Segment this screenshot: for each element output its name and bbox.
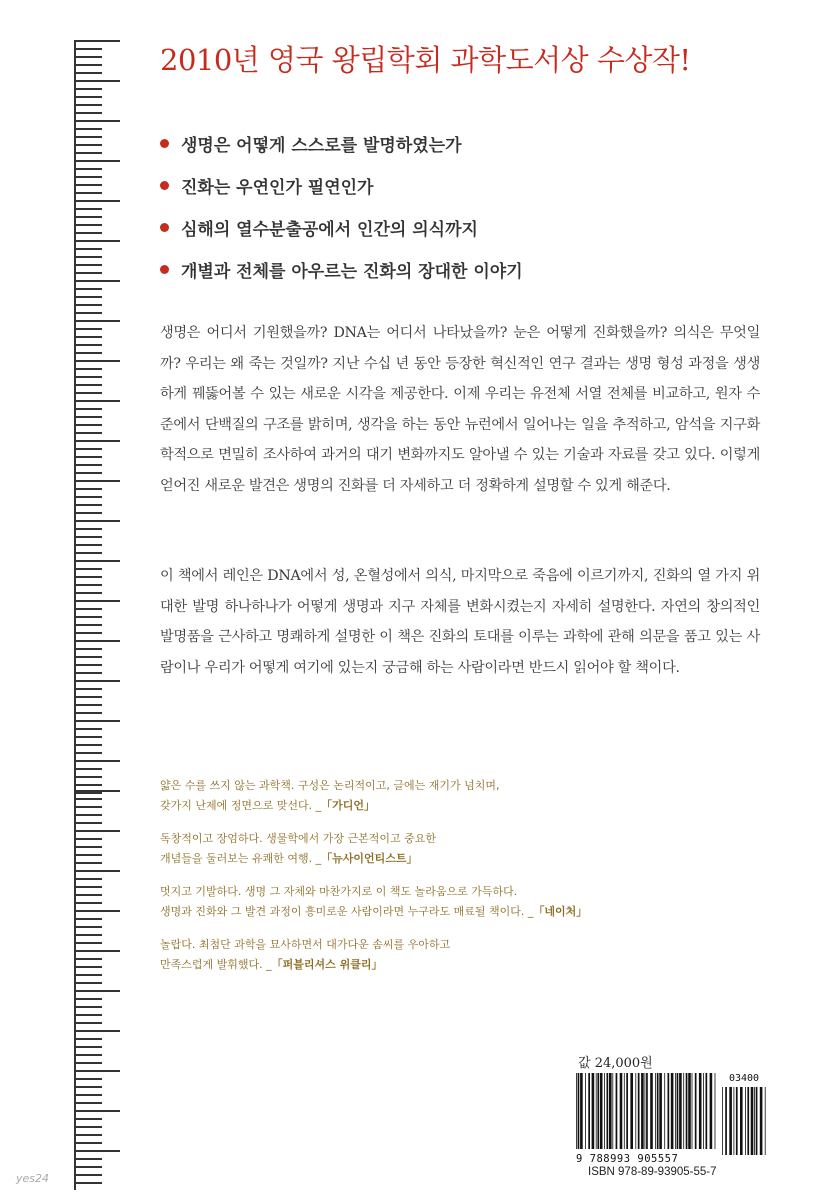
barcode-bar [616,1073,618,1149]
price-label: 값 24,000원 [578,1056,653,1071]
ruler-decoration-top [74,40,122,800]
ean-number: 9 788993 905557 [576,1153,679,1165]
ruler-tick [74,416,102,418]
ruler-tick [74,680,120,682]
review-source: 「퍼블리셔스 위클리」 [271,958,383,971]
ruler-tick [74,1070,120,1072]
ruler-tick [74,144,102,146]
ruler-tick [74,1022,102,1024]
ruler-tick [74,424,102,426]
ruler-tick [74,862,102,864]
ruler-tick [74,72,102,74]
bullet-item: 생명은 어떻게 스스로를 발명하였는가 [160,122,800,164]
barcode-bar [675,1073,676,1149]
ruler-tick [74,352,102,354]
ruler-tick [74,942,102,944]
ruler-tick [74,392,102,394]
ruler-tick [74,830,120,832]
barcode-bar [734,1087,735,1155]
ruler-tick [74,576,102,578]
ruler-tick [74,88,102,90]
ruler-tick [74,608,102,610]
ruler-tick [74,712,102,714]
barcode-bar [695,1073,697,1149]
review-source: 「네이처」 [533,905,588,918]
ruler-tick [74,1126,102,1128]
barcode-bar [679,1073,682,1149]
ruler-tick [74,96,102,98]
ruler-tick [74,592,102,594]
barcode-bar [760,1087,763,1155]
barcode-bar [692,1073,693,1149]
barcode-bar [638,1073,640,1149]
barcode-bar [668,1073,670,1149]
ruler-tick [74,854,102,856]
ruler-tick [74,1046,102,1048]
ruler-tick [74,656,102,658]
bullet-dot-icon [160,223,169,232]
ruler-tick [74,784,102,786]
barcode-bar [650,1073,653,1149]
barcode-bar [585,1073,586,1149]
ruler-tick [74,822,102,824]
barcode-bar [747,1087,749,1155]
ruler-tick [74,408,102,410]
ruler-tick [74,1110,120,1112]
ruler-tick [74,200,120,202]
barcode-bar [580,1073,583,1149]
ruler-tick [74,400,120,402]
bullet-dot-icon [160,139,169,148]
description-paragraph-1: 생명은 어디서 기원했을까? DNA는 어디서 나타났을까? 눈은 어떻게 진화했을까? 의식은 무엇일까? 우리는 왜 죽는 것일까? 지난 수십 년 동안 등장한 혁신적인 연구 결과는 생명 형성 과정을 생생하게 꿰뚫어볼 수 있는 새로운 시각을 제공한다. 이제 우리는 유전체 서열 전체를 비교하고, 원자 수준에서 단백질의 구조를 밝히며, 생각을 하는 동안 뉴런에서 일어나는 일을 추적하고, 암석을 지구화학적으로 면밀히 조사하여 과거의 대기 변화까지도 알아낼 수 있는 기술과 자료를 갖고 있다. 이렇게 얻어진 새로운 발견은 생명의 진화를 더 자세하고 더 정확하게 설명할 수 있게 해준다. [160,325,760,494]
ruler-tick [74,136,102,138]
ruler-tick [74,966,102,968]
barcode-bar [612,1073,613,1149]
ruler-tick [74,520,120,522]
isbn-barcode [576,1073,771,1165]
barcode-bar [630,1073,633,1149]
ruler-tick [74,744,102,746]
barcode-bar [604,1073,605,1149]
barcode-bar [686,1073,688,1149]
ruler-tick [74,1062,102,1064]
ruler-tick [74,616,102,618]
barcode-bar [751,1087,754,1155]
review-quotes [160,776,720,988]
barcode-bar [688,1073,691,1149]
ruler-tick [74,248,102,250]
ruler-tick [74,472,102,474]
ruler-tick [74,112,102,114]
barcode-bar [729,1087,732,1155]
ruler-tick [74,376,102,378]
ruler-tick [74,304,102,306]
ruler-tick [74,982,102,984]
ruler-tick [74,504,102,506]
bullet-dot-icon [160,181,169,190]
ruler-tick [74,934,102,936]
ruler-tick [74,1158,102,1160]
ruler-tick [74,344,102,346]
ruler-tick [74,280,120,282]
barcode-bar [657,1073,659,1149]
ruler-tick [74,560,120,562]
ruler-tick [74,870,120,872]
ruler-tick [74,776,102,778]
ruler-tick [74,998,102,1000]
ruler-tick [74,224,102,226]
barcode-bar [715,1073,716,1149]
ruler-tick [74,272,102,274]
bullet-item: 개별과 전체를 아우르는 진화의 장대한 이야기 [160,248,800,290]
barcode-bar [683,1073,684,1149]
ruler-tick [74,918,102,920]
ruler-tick [74,760,120,762]
review-source: 「가디언」 [321,799,376,812]
ruler-tick [74,886,102,888]
ruler-tick [74,1118,102,1120]
ruler-tick [74,648,102,650]
ruler-tick [74,950,120,952]
ruler-tick [74,958,102,960]
ruler-tick [74,104,102,106]
ruler-tick [74,312,102,314]
ruler-tick [74,632,102,634]
ruler-tick [74,846,102,848]
ruler-tick [74,480,120,482]
review-quote: 놀랍다. 최첨단 과학을 묘사하면서 대가다운 솜씨를 우아하고 만족스럽게 발휘했다. _「퍼블리셔스 위클리」 [160,938,451,971]
ruler-tick [74,496,102,498]
ruler-tick [74,768,102,770]
ruler-tick [74,736,102,738]
ruler-tick [74,216,102,218]
ruler-tick [74,168,102,170]
barcode-bar [641,1073,644,1149]
barcode-bar [754,1087,755,1155]
ruler-tick [74,894,102,896]
review-quote: 멋지고 기발하다. 생명 그 자체와 마찬가지로 이 책도 놀라움으로 가득하다. 생명과 진화와 그 발견 과정이 흥미로운 사람이라면 누구라도 매료될 책이다. _「네이처」 [160,885,588,918]
ruler-tick [74,1150,120,1152]
ruler-tick [74,1174,102,1176]
bullet-dot-icon [160,265,169,274]
ruler-tick [74,208,102,210]
ruler-tick [74,288,102,290]
barcode-bar [596,1073,597,1149]
ruler-tick [74,752,102,754]
barcode-bar [607,1073,609,1149]
ruler-tick [74,600,120,602]
barcode-bar [710,1073,713,1149]
barcode-bar [745,1087,746,1155]
ruler-tick [74,192,102,194]
watermark-logo: yes24 [16,1172,50,1185]
barcode-bar [659,1073,662,1149]
barcode-bar [699,1073,702,1149]
ruler-tick [74,320,120,322]
ruler-tick [74,256,102,258]
review-quote: 얇은 수를 쓰지 않는 과학책. 구성은 논리적이고, 글에는 재기가 넘치며, 갖가지 난제에 정면으로 맞선다. _「가디언」 [160,779,500,812]
barcode-bar [626,1073,628,1149]
ruler-tick [74,368,102,370]
barcode-bar [578,1073,580,1149]
ruler-tick [74,1014,102,1016]
barcode-bar [722,1087,723,1155]
addon-number: 03400 [728,1073,760,1084]
ruler-tick [74,384,102,386]
barcode-bar [588,1073,590,1149]
award-headline: 2010년 영국 왕립학회 과학도서상 수상작! [160,43,691,77]
ruler-tick [74,584,102,586]
ruler-tick [74,878,102,880]
barcode-bar [635,1073,636,1149]
ruler-tick [74,926,102,928]
ruler-tick [74,1006,102,1008]
ruler-tick [74,798,102,800]
ruler-tick [74,328,102,330]
review-source: 「뉴사이언티스트」 [321,852,418,865]
barcode-bar [609,1073,612,1149]
ruler-tick [74,1182,102,1184]
ruler-tick [74,990,120,992]
review-quote: 독창적이고 장엄하다. 생물학에서 가장 근본적이고 중요한 개념들을 둘러보는 유쾌한 여행. _「뉴사이언티스트」 [160,832,437,865]
ruler-tick [74,536,102,538]
ruler-tick [74,40,120,42]
ruler-tick [74,696,102,698]
barcode-bar [736,1087,738,1155]
ruler-tick [74,360,120,362]
ruler-tick [74,464,102,466]
ruler-tick [74,1166,102,1168]
ruler-tick [74,160,120,162]
ruler-tick [74,264,102,266]
ruler-tick [74,664,102,666]
ruler-tick [74,624,102,626]
barcode-bar [740,1087,743,1155]
barcode-bar [725,1087,727,1155]
ruler-tick [74,336,102,338]
ruler-tick [74,176,102,178]
barcode-bar [765,1087,766,1155]
barcode-bar [576,1073,577,1149]
barcode-bar [620,1073,623,1149]
bullet-item: 진화는 우연인가 필연인가 [160,164,800,206]
barcode-bar [597,1073,599,1149]
barcode-bar [703,1073,704,1149]
ruler-tick [74,814,102,816]
ruler-tick [74,64,102,66]
ruler-tick [74,232,102,234]
ruler-tick [74,1086,102,1088]
barcode-bar [655,1073,656,1149]
bullet-list [160,122,800,290]
ean-barcode-icon [576,1073,716,1155]
ruler-tick [74,80,120,82]
ruler-tick [74,552,102,554]
isbn-label: ISBN 978-89-93905-55-7 [588,1166,717,1178]
ruler-tick [74,512,102,514]
barcode-bar [677,1073,679,1149]
ruler-tick [74,152,102,154]
ruler-tick [74,1030,120,1032]
ruler-tick [74,838,102,840]
ruler-tick [74,974,102,976]
ruler-tick [74,1094,102,1096]
description-paragraph-2: 이 책에서 레인은 DNA에서 성, 온혈성에서 의식, 마지막으로 죽음에 이르기까지, 진화의 열 가지 위대한 발명 하나하나가 어떻게 생명과 지구 자체를 변화시켰는지 자세히 설명한다. 자연의 창의적인 발명품을 근사하고 명쾌하게 설명한 이 책은 진화의 토대를 이루는 과학에 관해 의문을 품고 있는 사람이나 우리가 어떻게 여기에 있는지 궁금해 하는 사람이라면 반드시 읽어야 할 책이다. [160,568,760,676]
ruler-tick [74,790,120,792]
ruler-tick [74,296,102,298]
ruler-tick [74,456,102,458]
bullet-item: 심해의 열수분출공에서 인간의 의식까지 [160,206,800,248]
ruler-decoration-bottom [74,790,122,1190]
ruler-tick [74,688,102,690]
ruler-tick [74,528,102,530]
ruler-tick [74,1142,102,1144]
ruler-tick [74,640,120,642]
ruler-tick [74,56,102,58]
barcode-bar [756,1087,758,1155]
barcode-bar [664,1073,665,1149]
barcode-bar [646,1073,648,1149]
ruler-tick [74,1038,102,1040]
ruler-tick [74,568,102,570]
ruler-tick [74,704,102,706]
barcode-bar [706,1073,708,1149]
barcode-bar [671,1073,674,1149]
ruler-tick [74,1078,102,1080]
ruler-tick [74,1054,102,1056]
ruler-tick [74,720,120,722]
ruler-tick [74,432,102,434]
ruler-tick [74,184,102,186]
ruler-tick [74,48,102,50]
ruler-tick [74,672,102,674]
ruler-tick [74,806,102,808]
ruler-tick [74,728,102,730]
ruler-tick [74,440,120,442]
ruler-tick [74,910,120,912]
ruler-tick [74,128,102,130]
ruler-tick [74,544,102,546]
barcode-bar [600,1073,603,1149]
ruler-tick [74,1102,102,1104]
barcode-bar [592,1073,595,1149]
barcode-bar [624,1073,625,1149]
ruler-tick [74,902,102,904]
addon-barcode-icon [722,1087,766,1155]
ruler-tick [74,448,102,450]
ruler-tick [74,120,120,122]
barcode-bar [645,1073,646,1149]
ruler-tick [74,240,120,242]
ruler-tick [74,488,102,490]
ruler-tick [74,1134,102,1136]
